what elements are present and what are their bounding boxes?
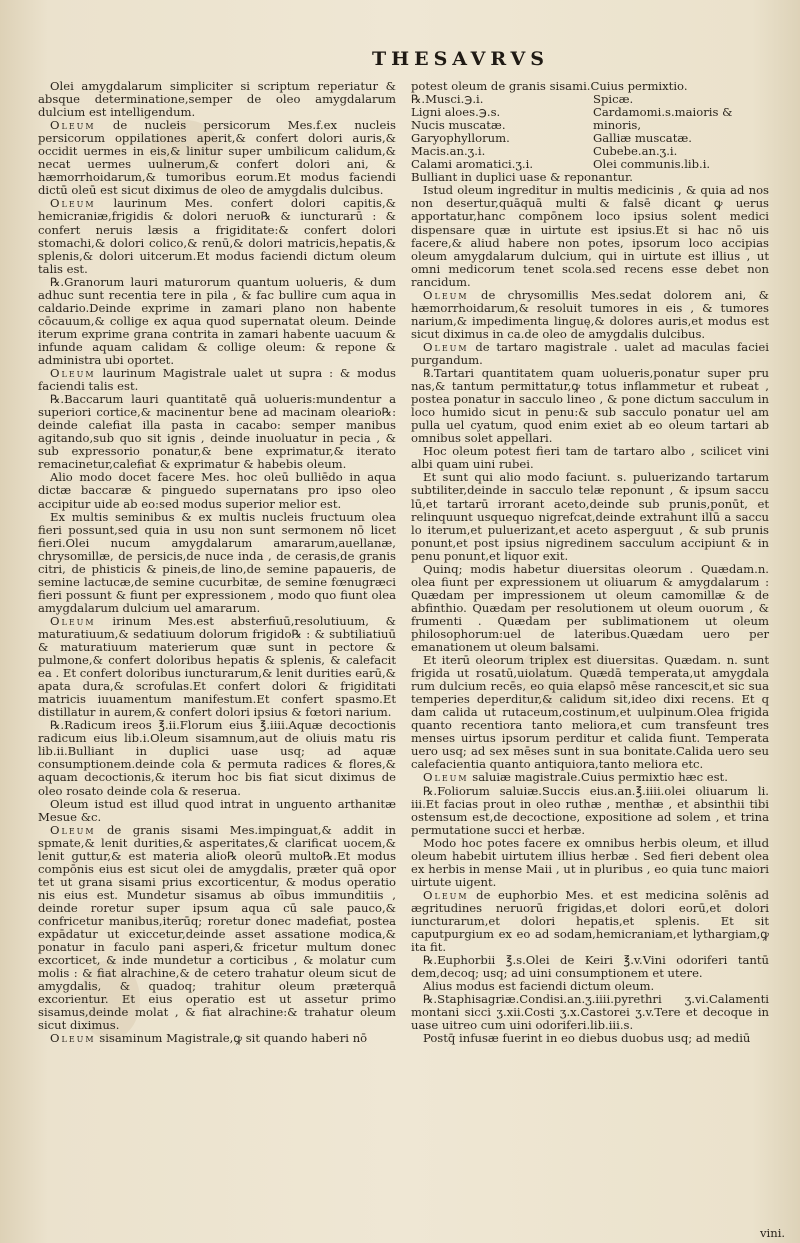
paragraph-text: de euphorbio Mes. et est medicina solēnis ad ægritudines neruorū frigidas,et dolori eorū,et dolori iuncturarum,et dolori hepatis,et splenis. Et sit caputpurgium ex eo ad sodam,hemicraniam,et lythargiam,ꝙ ita fit. [411,887,769,955]
recipe-ingredient: Garyophyllorum. [411,131,510,146]
paragraph-text: de tartaro magistrale . ualet ad maculas faciei purgandum. [411,339,769,367]
recipe-ingredient: Cardamomi.s.maioris & [593,105,733,120]
entry-lead-word: Oleum [50,366,96,381]
paragraph [38,471,396,510]
entry-lead-word: Oleum [50,1031,96,1046]
recipe-ingredient: Ligni aloes.℈.s. [411,105,501,120]
paragraph [38,367,396,393]
recipe-ingredient: ℞.Musci.℈.i. [411,92,484,107]
paragraph [411,954,769,980]
recipe-ingredient: Spicæ. [593,92,634,107]
paragraph-text: ℞.Baccarum lauri quantitatē quā uolueris:mundentur a superiori cortice,& macinentur bene ad macinam oleario℞: deinde calefiat illa pasta in cacabo: semper manibus agitando,sub quo sit ignis , deinde inuoluatur in pecia , & sub expressorio ponatur,& bene exprimatur,& iterato remacinetur,calefiat & exprimatur & habebis oleum. [38,392,396,472]
paragraph [38,798,396,824]
paragraph-text: laurinum Mes. confert dolori capitis,& hemicraniæ,frigidis & dolori neruo℞ & iuncturarū : & confert neruis læsis a frigiditate:& confert dolori stomachi,& dolori colico,& renū,& dolori matricis,hepatis,& splenis,& dolori uitcerum.Et modus faciendi dictum oleum talis est. [38,196,396,276]
paragraph [411,289,769,341]
paragraph [411,785,769,837]
paragraph [38,119,396,197]
paragraph-text: ℞.Granorum lauri maturorum quantum uolueris, & dum adhuc sunt recentia tere in pila , & fac bullire cum aqua in caldario.Deinde exprime in zamari plano non habente cōcauum,& collige ex aqua quod supernatat oleum. Deinde iterum exprime grana contrita in zamari habente uacuum & infunde aquam calidam & collige oleum: & repone & administra ubi oportet. [38,274,396,367]
entry-lead-word: Oleum [50,196,96,211]
paragraph-text: Et iterū oleorum triplex est diuersitas. Quædam. n. sunt frigida ut rosatū,uiolatum. Quædā temperata,ut amygdala rum dulcium recēs, eo quia elapsō mēse rancescit,et sic sua temperies deperditur,& calidum sit,ideo dixi recens. Et q dam calida ut rutaceum,costinum,et uulpinum.Olea frigida quanto recentiora tanto meliora,et cum transfeunt tres menses uirtus ipsorum perditur et calida fiunt. Temperata uero usq; ad sex mēses sunt in sua bonitate.Calida uero seu calefacientia quanto antiquiora,tanto meliora etc. [411,653,769,772]
entry-lead-word: Oleum [50,613,96,628]
paragraph-text: Bulliant in duplici uase & reponantur. [411,170,633,185]
paragraph [38,80,396,119]
recipe-ingredient: Nucis muscatæ. [411,118,506,133]
paragraph [38,615,396,719]
recipe-ingredient: Macis.an.ʒ.i. [411,144,486,159]
right-column [411,80,769,1045]
right-column-body [411,171,769,1045]
paragraph-text: ℞.Euphorbii ℥.s.Olei de Keiri ℥.v.Vini odoriferi tantū dem,decoq; usq; ad uini consumptionem et utere. [411,953,769,981]
paragraph-text: ℞.Staphisagriæ.Condisi.an.ʒ.iiii.pyrethri ʒ.vi.Calamenti montani sicci ʒ.xii.Costi ʒ.x.Castorei ʒ.v.Tere et decoque in uase uitreo cum uini odoriferi.lib.iii.s. [411,992,769,1033]
paragraph-text: Modo hoc potes facere ex omnibus herbis oleum, et illud oleum habebit uirtutem illius herbæ . Sed fieri debent olea ex herbis in mense Maii , ut in pluribus , eo quia tunc maiori uirtute uigent. [411,835,769,889]
paragraph [411,445,769,471]
paragraph-text: ℞.Tartari quantitatem quam uolueris,ponatur super pru nas,& tantum permittatur,ꝙ totus inflammetur et rubeat , postea ponatur in sacculo lineo , & pone dictum sacculum in loco humido sicut in penu:& sub sacculo ponatur uel am pulla uel cyatum, quod enim exiet ab eo oleum tartari ab omnibus solet appellari. [411,366,769,446]
paragraph-text: laurinum Magistrale ualet ut supra : & modus faciendi talis est. [38,366,396,394]
paragraph-text: Ex multis seminibus & ex multis nucleis fructuum olea fieri possunt,sed quia in usu non sunt sermonem nō licet fieri.Olei nucum amygdalarum amararum,auellanæ, chrysomillæ, de persicis,de nuce inda , de cerasis,de granis citri, de phisticis & pineis,de lino,de semine papaueris, de semine lactucæ,de semine cucurbitæ, de semine fœnugræci fieri possunt & fiunt per expressionem , modo quo fiunt olea amygdalarum dulcium uel amararum. [38,509,396,615]
running-head: THESAVRVS [372,48,549,70]
paragraph-text: Postq̄ infusæ fuerint in eo diebus duobus usq; ad mediū [423,1031,751,1046]
paragraph [38,824,396,1033]
entry-lead-word: Oleum [50,118,96,133]
paragraph [411,471,769,562]
paragraph [38,393,396,471]
paragraph-text: Alius modus est faciendi dictum oleum. [423,979,655,994]
paragraph [38,276,396,367]
recipe-ingredient: minoris, [593,118,642,133]
paragraph-text: Hoc oleum potest fieri tam de tartaro albo , scilicet vini albi quam uini rubei. [411,444,769,472]
paragraph-text: Istud oleum ingreditur in multis medicinis , & quia ad nos non desertur,quāquā multi & falsē dicant ꝙ uerus apportatur,hanc compōnem loco ipsius solent medici dispensare quæ in uirtute est ipsius.Et si hac nō uis facere,& aliud habere non potes, ipsorum loco accipias oleum amygdalarum dulcium, qui in uirtute est illius , ut omni medicorum tenet scola.sed recens esse debet non rancidum. [411,183,769,289]
recipe-ingredient: Olei communis.lib.i. [593,157,711,172]
paragraph [411,837,769,889]
paragraph-text: de granis sisami Mes.impinguat,& addit in spmate,& lenit durities,& asperitates,& clarificat uocem,& lenit guttur,& est materia alio℞ oleorū multo℞.Et modus compōnis eius est sicut olei de amygdalis, præter quā opor tet ut grana sisami prius excorticentur, & modus operatio nis eius est. Mundetur sisamus ab oībus immunditiis , deinde roretur super ipsum aqua cū sale pauco,& confricetur manibus,iterūq; roretur donec madefiat, postea expādatur ut exiccetur,deinde asset assatione modica,& ponatur in faculo pani asperi,& fricetur multum donec excorticet, & inde mundetur a corticibus , & molatur cum molis : & fiat alrachine,& de cetero trahatur oleum sicut de amygdalis, & quadoq; trahitur oleum præterquā excorientur. Et eius operatio est ut assetur primo sisamus,deinde molat , & fiat alrachine:& trahatur oleum sicut diximus. [38,822,396,1033]
entry-lead-word: Oleum [423,770,469,785]
recipe-ingredient: Cubebe.an.ʒ.i. [593,144,678,159]
paragraph [411,184,769,288]
catchword: vini. [760,1226,786,1240]
paragraph [411,1032,769,1045]
recipe-list [411,93,769,171]
recipe-ingredient: Calami aromatici.ʒ.i. [411,157,534,172]
paragraph-text: Oleum istud est illud quod intrat in unguento arthanitæ Mesue &c. [38,796,396,824]
paragraph [411,654,769,771]
paragraph [411,563,769,654]
paragraph-text: saluiæ magistrale.Cuius permixtio hæc est. [468,770,728,785]
paragraph-text: ℞.Radicum ireos ℥.ii.Florum eius ℥.iiii.Aquæ decoctionis radicum eius lib.i.Oleum sisamnum,aut de oliuis matu ris lib.ii.Bulliant in duplici uase usq; ad aquæ consumptionem.deinde cola & permuta radices & flores,& aquam decoctionis,& iterum hoc bis fiat sicut diximus de oleo rosato deinde cola & reserua. [38,718,396,798]
paragraph-text: sisaminum Magistrale,ꝙ sit quando haberi nō [95,1031,368,1046]
paragraph [411,993,769,1032]
paragraph [38,197,396,275]
paragraph [411,889,769,954]
paragraph [411,341,769,367]
entry-lead-word: Oleum [423,287,469,302]
left-column [38,80,396,1045]
paragraph [38,511,396,615]
paragraph-text: de nucleis persicorum Mes.f.ex nucleis persicorum oppilationes aperit,& confert dolori auris,& occidit uermes in eis,& linitur super umbilicum calidum,& necat uermes uulnerum,& confert dolori ani, & hæmorrhoidarum,& tumoribus eorum.Et modus faciendi dictū oleū est sicut diximus de oleo de amygdalis dulcibus. [38,118,396,198]
paragraph-text: Olei amygdalarum simpliciter si scriptum reperiatur & absque determinatione,semper de oleo amygdalarum dulcium est intelligendum. [38,79,396,120]
paragraph-text: irinum Mes.est absterfiuū,resolutiuum, & maturatiuum,& sedatiuum dolorum frigido℞ : & subtiliatiuū & maturatiuum materierum quæ sunt in pectore & pulmone,& confert doloribus hepatis & splenis, & calefacit ea . Et confert doloribus iuncturarum,& lenit durities earū,& apata dura,& scrofulas.Et confert dolori & frigiditati matricis iuuamentum manifestum.Et confert spasmo.Et distillatur in aurem,& confert dolori ipsius & fœtori narium. [38,613,396,720]
paragraph-text: ℞.Foliorum saluiæ.Succis eius.an.℥.iiii.olei oliuarum li. iii.Et facias prout in oleo ruthæ , menthæ , et absinthii tibi ostensum est,de decoctione, expositione ad solem , et trina permutatione succi et herbæ. [411,783,769,837]
recipe-ingredient: Galliæ muscatæ. [593,131,692,146]
entry-lead-word: Oleum [423,887,469,902]
paragraph-text: Alio modo docet facere Mes. hoc oleū bulliēdo in aqua dictæ baccaræ & pinguedo supernatans pro ipso oleo accipitur uide ab eo:sed modus superior melior est. [38,470,396,511]
paragraph [38,719,396,797]
paragraph [38,1032,396,1045]
entry-lead-word: Oleum [423,339,469,354]
entry-lead-word: Oleum [50,822,96,837]
paragraph-text: Quinq; modis habetur diuersitas oleorum . Quædam.n. olea fiunt per expressionem ut oliuarum & amygdalarum : Quædam per impressionem ut oleum camomillæ & de abfinthio. Quædam per resolutionem ut oleum ouorum , & frumenti . Quædam per sublimationem ut oleum philosophorum:uel de lateribus.Quædam uero per emanationem ut oleum balsami. [411,561,769,655]
paragraph-text: de chrysomillis Mes.sedat dolorem ani, & hæmorrhoidarum,& resoluit tumores in eis , & tumores narium,& impedimenta linguę,& dolores auris,et modus est sicut diximus in ca.de oleo de amygdalis dulcibus. [411,287,769,341]
paragraph [411,367,769,445]
right-column-intro: potest oleum de granis sisami.Cuius permixtio. [411,79,688,93]
paragraph-text: Et sunt qui alio modo faciunt. s. puluerizando tartarum subtiliter,deinde in sacculo telæ reponunt , & ipsum saccu lū,et tartarū irrorant aceto,deinde sub prunis,ponūt, et relinquunt usquequo nigrefcat,deinde extrahunt illū a saccu lo iterum,et puluerizant,et aceto asperguut , & sub prunis ponunt,et post ipsius nigredinem sacculum accipiunt & in penu ponunt,et liquor exit. [411,470,769,563]
